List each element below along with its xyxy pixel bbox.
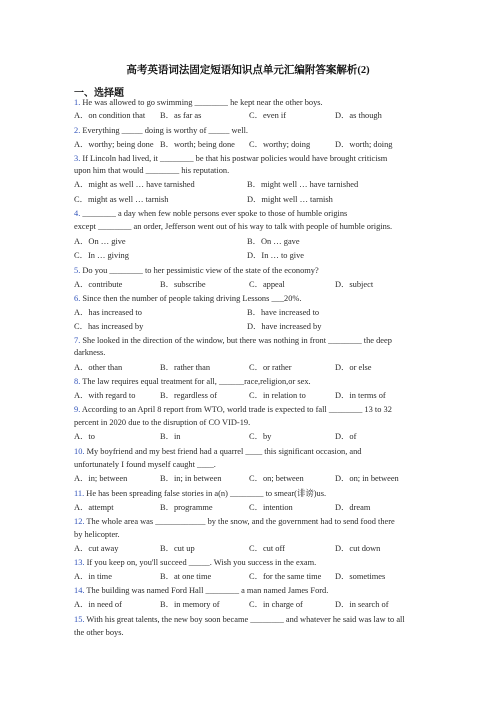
question-1 [74, 97, 424, 109]
option-d[interactable]: D．as though [335, 111, 382, 120]
question-number: 1. [74, 98, 81, 107]
question-10 [74, 446, 424, 458]
question-number: 6. [74, 294, 81, 303]
option-c[interactable]: C．In … giving [74, 251, 129, 260]
option-d[interactable]: D．In … to give [247, 251, 304, 260]
option-b[interactable]: B．might well … have tarnished [247, 180, 359, 189]
question-text: If Lincoln had lived, it ________ be that his postwar policies would have brought criticism [82, 154, 388, 163]
option-c[interactable]: C．on; between [249, 474, 304, 483]
option-d[interactable]: D．on; in between [335, 474, 399, 483]
option-c[interactable]: C．appeal [249, 280, 285, 289]
option-b[interactable]: B．at one time [160, 572, 212, 581]
question-text: The building was named Ford Hall ________ a man named James Ford. [86, 586, 329, 595]
question-text: Everything _____ doing is worthy of _____ well. [82, 126, 248, 135]
option-c[interactable]: C．for the same time [249, 572, 322, 581]
option-b[interactable]: B．rather than [160, 363, 211, 372]
option-b[interactable]: B．in memory of [160, 600, 220, 609]
option-d[interactable]: D．cut down [335, 544, 381, 553]
option-d[interactable]: D．in terms of [335, 391, 386, 400]
question-number: 11. [74, 489, 85, 498]
option-d[interactable]: D．dream [335, 503, 371, 512]
option-d[interactable]: D．sometimes [335, 572, 386, 581]
option-a[interactable]: A．On … give [74, 237, 126, 246]
question-text-cont: upon him that would ________ his reputation. [74, 166, 230, 175]
option-c[interactable]: C．by [249, 432, 272, 441]
question-text-cont: the other boys. [74, 628, 124, 637]
option-a[interactable]: A．other than [74, 363, 123, 372]
question-2 [74, 125, 424, 137]
question-11 [74, 488, 424, 500]
question-14 [74, 585, 424, 597]
question-5 [74, 265, 424, 277]
question-15 [74, 614, 424, 626]
option-a[interactable]: A．worthy; being done [74, 140, 154, 149]
option-c[interactable]: C．has increased by [74, 322, 144, 331]
option-c[interactable]: C．might as well … tarnish [74, 195, 169, 204]
option-c[interactable]: C．even if [249, 111, 286, 120]
question-number: 14. [74, 586, 85, 595]
option-a[interactable]: A．in need of [74, 600, 122, 609]
question-number: 10. [74, 447, 85, 456]
option-a[interactable]: A．cut away [74, 544, 119, 553]
option-b[interactable]: B．as far as [160, 111, 202, 120]
option-a[interactable]: A．in; between [74, 474, 128, 483]
option-c[interactable]: C．or rather [249, 363, 292, 372]
question-number: 5. [74, 266, 81, 275]
option-d[interactable]: D．of [335, 432, 357, 441]
question-text: My boyfriend and my best friend had a quarrel ____ this significant occasion, and [86, 447, 362, 456]
option-a[interactable]: A．might as well … have tarnished [74, 180, 195, 189]
option-a[interactable]: A．on condition that [74, 111, 146, 120]
option-d[interactable]: D．or else [335, 363, 372, 372]
question-text: The law requires equal treatment for all, ______race,religion,or sex. [82, 377, 311, 386]
option-b[interactable]: B．regardless of [160, 391, 217, 400]
option-a[interactable]: A．attempt [74, 503, 114, 512]
option-a[interactable]: A．contribute [74, 280, 123, 289]
question-text-cont: by helicopter. [74, 530, 120, 539]
option-b[interactable]: B．worth; being done [160, 140, 235, 149]
question-text-cont: unfortunately I found myself caught ____. [74, 460, 216, 469]
question-12 [74, 516, 424, 528]
option-b[interactable]: B．have increased to [247, 308, 320, 317]
section-heading: 一、选择题 [74, 88, 124, 99]
option-c[interactable]: C．intention [249, 503, 293, 512]
question-number: 15. [74, 615, 85, 624]
option-b[interactable]: B．subscribe [160, 280, 206, 289]
question-text: ________ a day when few noble persons ever spoke to those of humble origins [82, 209, 348, 218]
question-text: She looked in the direction of the window, but there was nothing in front ________ the deep [82, 336, 392, 345]
option-c[interactable]: C．in charge of [249, 600, 303, 609]
option-d[interactable]: D．might well … tarnish [247, 195, 333, 204]
question-4 [74, 208, 424, 220]
question-text: With his great talents, the new boy soon became ________ and whatever he said was law to all [86, 615, 405, 624]
page-title: 高考英语词法固定短语知识点单元汇编附答案解析(2) [126, 65, 370, 76]
question-number: 3. [74, 154, 81, 163]
question-text: The whole area was ____________ by the snow, and the government had to send food there [86, 517, 395, 526]
question-number: 8. [74, 377, 81, 386]
question-9 [74, 404, 424, 416]
option-b[interactable]: B．cut up [160, 544, 195, 553]
option-d[interactable]: D．in search of [335, 600, 389, 609]
question-number: 4. [74, 209, 81, 218]
question-7 [74, 335, 424, 347]
option-a[interactable]: A．has increased to [74, 308, 142, 317]
option-d[interactable]: D．worth; doing [335, 140, 393, 149]
option-b[interactable]: B．in [160, 432, 181, 441]
question-3 [74, 153, 424, 165]
question-number: 9. [74, 405, 81, 414]
question-text: Do you ________ to her pessimistic view of the state of the economy? [82, 266, 319, 275]
question-text: He was allowed to go swimming ________ he kept near the other boys. [82, 98, 323, 107]
option-d[interactable]: D．have increased by [247, 322, 322, 331]
question-8 [74, 376, 424, 388]
option-b[interactable]: B．On … gave [247, 237, 300, 246]
question-text: Since then the number of people taking driving Lessons ___20%. [82, 294, 302, 303]
question-text: He has been spreading false stories in a(n) ________ to smear(诽谤)us. [86, 489, 327, 498]
option-a[interactable]: A．with regard to [74, 391, 136, 400]
option-c[interactable]: C．in relation to [249, 391, 306, 400]
question-13 [74, 557, 424, 569]
question-number: 13. [74, 558, 85, 567]
option-c[interactable]: C．cut off [249, 544, 285, 553]
option-d[interactable]: D．subject [335, 280, 374, 289]
question-text: According to an April 8 report from WTO, world trade is expected to fall ________ 13 to 32 [81, 405, 392, 414]
option-a[interactable]: A．in time [74, 572, 112, 581]
question-number: 7. [74, 336, 81, 345]
question-6 [74, 293, 424, 305]
option-b[interactable]: B．programme [160, 503, 213, 512]
question-number: 12. [74, 517, 85, 526]
question-text-cont: except ________ an order, Jefferson went out of his way to talk with people of humble origins. [74, 222, 393, 231]
option-a[interactable]: A．to [74, 432, 95, 441]
question-text: If you keep on, you'll succeed _____. Wish you success in the exam. [86, 558, 317, 567]
option-b[interactable]: B．in; in between [160, 474, 222, 483]
question-text-cont: darkness. [74, 348, 106, 357]
question-text-cont: percent in 2020 due to the disruption of CO VID-19. [74, 418, 251, 427]
question-number: 2. [74, 126, 81, 135]
option-c[interactable]: C．worthy; doing [249, 140, 311, 149]
